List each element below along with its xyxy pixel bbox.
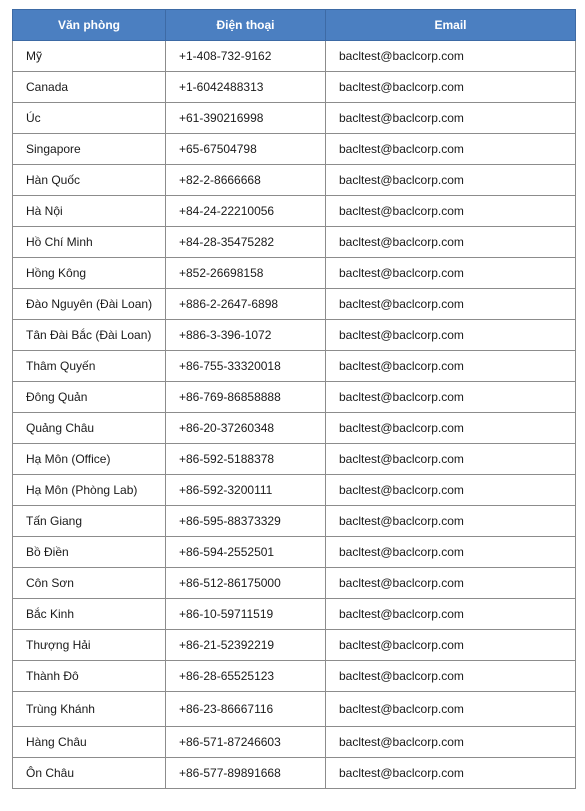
phone-cell: +86-21-52392219 <box>166 630 326 661</box>
table-row <box>13 727 576 758</box>
phone-cell: +86-592-5188378 <box>166 444 326 475</box>
office-cell: Canada <box>13 72 166 103</box>
phone-cell: +86-769-86858888 <box>166 382 326 413</box>
email-cell: bacltest@baclcorp.com <box>326 599 576 630</box>
phone-cell: +86-755-33320018 <box>166 351 326 382</box>
table-header <box>13 10 576 41</box>
header-office: Văn phòng <box>13 10 166 41</box>
email-cell: bacltest@baclcorp.com <box>326 134 576 165</box>
phone-cell: +84-24-22210056 <box>166 196 326 227</box>
office-cell: Hồ Chí Minh <box>13 227 166 258</box>
table-row <box>13 72 576 103</box>
office-cell: Singapore <box>13 134 166 165</box>
email-cell: bacltest@baclcorp.com <box>326 692 576 727</box>
email-cell: bacltest@baclcorp.com <box>326 196 576 227</box>
table-row <box>13 537 576 568</box>
email-cell: bacltest@baclcorp.com <box>326 72 576 103</box>
table-row <box>13 227 576 258</box>
email-cell: bacltest@baclcorp.com <box>326 475 576 506</box>
email-cell: bacltest@baclcorp.com <box>326 165 576 196</box>
phone-cell: +61-390216998 <box>166 103 326 134</box>
phone-cell: +86-571-87246603 <box>166 727 326 758</box>
header-email: Email <box>326 10 576 41</box>
email-cell: bacltest@baclcorp.com <box>326 568 576 599</box>
table-row <box>13 599 576 630</box>
office-contact-table <box>12 9 576 789</box>
table-row <box>13 196 576 227</box>
phone-cell: +86-594-2552501 <box>166 537 326 568</box>
email-cell: bacltest@baclcorp.com <box>326 382 576 413</box>
office-cell: Bắc Kinh <box>13 599 166 630</box>
table-row <box>13 758 576 789</box>
header-row <box>13 10 576 41</box>
table-row <box>13 351 576 382</box>
office-cell: Hồng Kông <box>13 258 166 289</box>
email-cell: bacltest@baclcorp.com <box>326 444 576 475</box>
email-cell: bacltest@baclcorp.com <box>326 630 576 661</box>
office-cell: Bồ Điền <box>13 537 166 568</box>
office-cell: Thượng Hải <box>13 630 166 661</box>
phone-cell: +82-2-8666668 <box>166 165 326 196</box>
office-cell: Úc <box>13 103 166 134</box>
table-row <box>13 475 576 506</box>
email-cell: bacltest@baclcorp.com <box>326 227 576 258</box>
office-cell: Ôn Châu <box>13 758 166 789</box>
phone-cell: +86-28-65525123 <box>166 661 326 692</box>
phone-cell: +86-592-3200111 <box>166 475 326 506</box>
phone-cell: +86-595-88373329 <box>166 506 326 537</box>
email-cell: bacltest@baclcorp.com <box>326 258 576 289</box>
email-cell: bacltest@baclcorp.com <box>326 413 576 444</box>
table-row <box>13 568 576 599</box>
table-row <box>13 41 576 72</box>
office-cell: Đào Nguyên (Đài Loan) <box>13 289 166 320</box>
table-body <box>13 41 576 789</box>
phone-cell: +886-3-396-1072 <box>166 320 326 351</box>
office-cell: Tấn Giang <box>13 506 166 537</box>
office-cell: Hạ Môn (Phòng Lab) <box>13 475 166 506</box>
email-cell: bacltest@baclcorp.com <box>326 41 576 72</box>
table-row <box>13 630 576 661</box>
phone-cell: +86-577-89891668 <box>166 758 326 789</box>
phone-cell: +86-512-86175000 <box>166 568 326 599</box>
office-cell: Hàn Quốc <box>13 165 166 196</box>
office-cell: Hà Nội <box>13 196 166 227</box>
phone-cell: +1-408-732-9162 <box>166 41 326 72</box>
office-cell: Hàng Châu <box>13 727 166 758</box>
email-cell: bacltest@baclcorp.com <box>326 727 576 758</box>
office-cell: Mỹ <box>13 41 166 72</box>
phone-cell: +86-23-86667116 <box>166 692 326 727</box>
phone-cell: +852-26698158 <box>166 258 326 289</box>
table-row <box>13 444 576 475</box>
office-cell: Tân Đài Bắc (Đài Loan) <box>13 320 166 351</box>
email-cell: bacltest@baclcorp.com <box>326 351 576 382</box>
table-row <box>13 506 576 537</box>
email-cell: bacltest@baclcorp.com <box>326 320 576 351</box>
phone-cell: +84-28-35475282 <box>166 227 326 258</box>
phone-cell: +86-20-37260348 <box>166 413 326 444</box>
table-row <box>13 165 576 196</box>
table-row <box>13 134 576 165</box>
email-cell: bacltest@baclcorp.com <box>326 661 576 692</box>
office-cell: Đông Quản <box>13 382 166 413</box>
table-row <box>13 103 576 134</box>
table-row <box>13 692 576 727</box>
email-cell: bacltest@baclcorp.com <box>326 537 576 568</box>
office-cell: Thâm Quyến <box>13 351 166 382</box>
phone-cell: +886-2-2647-6898 <box>166 289 326 320</box>
table-row <box>13 289 576 320</box>
office-cell: Trùng Khánh <box>13 692 166 727</box>
phone-cell: +65-67504798 <box>166 134 326 165</box>
email-cell: bacltest@baclcorp.com <box>326 103 576 134</box>
email-cell: bacltest@baclcorp.com <box>326 289 576 320</box>
table-row <box>13 258 576 289</box>
phone-cell: +1-6042488313 <box>166 72 326 103</box>
office-cell: Thành Đô <box>13 661 166 692</box>
table-row <box>13 661 576 692</box>
office-cell: Hạ Môn (Office) <box>13 444 166 475</box>
office-cell: Côn Sơn <box>13 568 166 599</box>
phone-cell: +86-10-59711519 <box>166 599 326 630</box>
header-phone: Điện thoại <box>166 10 326 41</box>
office-cell: Quảng Châu <box>13 413 166 444</box>
table-row <box>13 382 576 413</box>
email-cell: bacltest@baclcorp.com <box>326 506 576 537</box>
table-row <box>13 320 576 351</box>
table-row <box>13 413 576 444</box>
contact-table-container <box>12 9 575 789</box>
email-cell: bacltest@baclcorp.com <box>326 758 576 789</box>
